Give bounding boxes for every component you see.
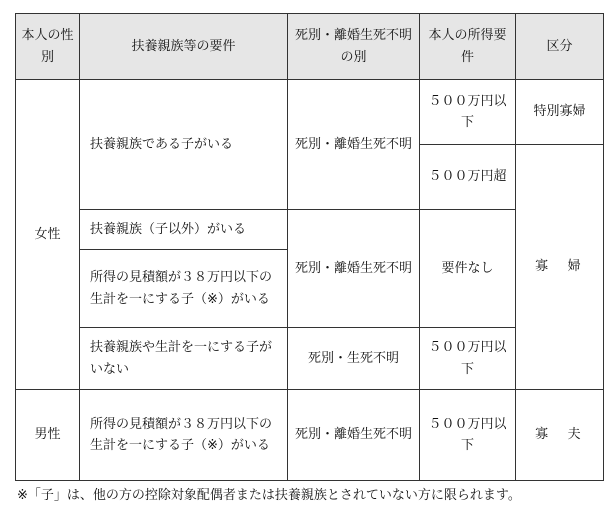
header-category: 区分 [516, 14, 604, 80]
income-below-cell-1: ５００万円以下 [420, 80, 516, 145]
header-requirement: 扶養親族等の要件 [80, 14, 288, 80]
sex-female-cell: 女性 [16, 80, 80, 390]
requirement-low-income-child-cell: 所得の見積額が３８万円以下の生計を一にする子（※）がいる [80, 250, 288, 328]
widow-requirements-table [15, 13, 604, 481]
sex-male-cell: 男性 [16, 390, 80, 481]
header-sex: 本人の性別 [16, 14, 80, 80]
table-row [16, 390, 604, 481]
bereavement-cell-1: 死別・離婚生死不明 [288, 80, 420, 210]
requirement-male-cell: 所得の見積額が３８万円以下の生計を一にする子（※）がいる [80, 390, 288, 481]
bereavement-cell-3: 死別・生死不明 [288, 328, 420, 390]
category-widow-cell: 寡 婦 [516, 145, 604, 390]
footnote: ※「子」は、他の方の控除対象配偶者または扶養親族とされていない方に限られます。 [17, 488, 521, 503]
income-above-cell: ５００万円超 [420, 145, 516, 210]
category-special-widow-cell: 特別寡婦 [516, 80, 604, 145]
income-none-cell: 要件なし [420, 210, 516, 328]
requirement-other-dependent-cell: 扶養親族（子以外）がいる [80, 210, 288, 250]
table-row [16, 80, 604, 145]
header-bereavement: 死別・離婚生死不明の別 [288, 14, 420, 80]
header-row [16, 14, 604, 80]
requirement-none-cell: 扶養親族や生計を一にする子がいない [80, 328, 288, 390]
bereavement-cell-2: 死別・離婚生死不明 [288, 210, 420, 328]
table-row [16, 210, 604, 250]
requirement-child-cell: 扶養親族である子がいる [80, 80, 288, 210]
income-below-cell-2: ５００万円以下 [420, 328, 516, 390]
header-income: 本人の所得要件 [420, 14, 516, 80]
table-row [16, 328, 604, 390]
bereavement-cell-4: 死別・離婚生死不明 [288, 390, 420, 481]
category-widower-cell: 寡 夫 [516, 390, 604, 481]
income-below-cell-3: ５００万円以下 [420, 390, 516, 481]
